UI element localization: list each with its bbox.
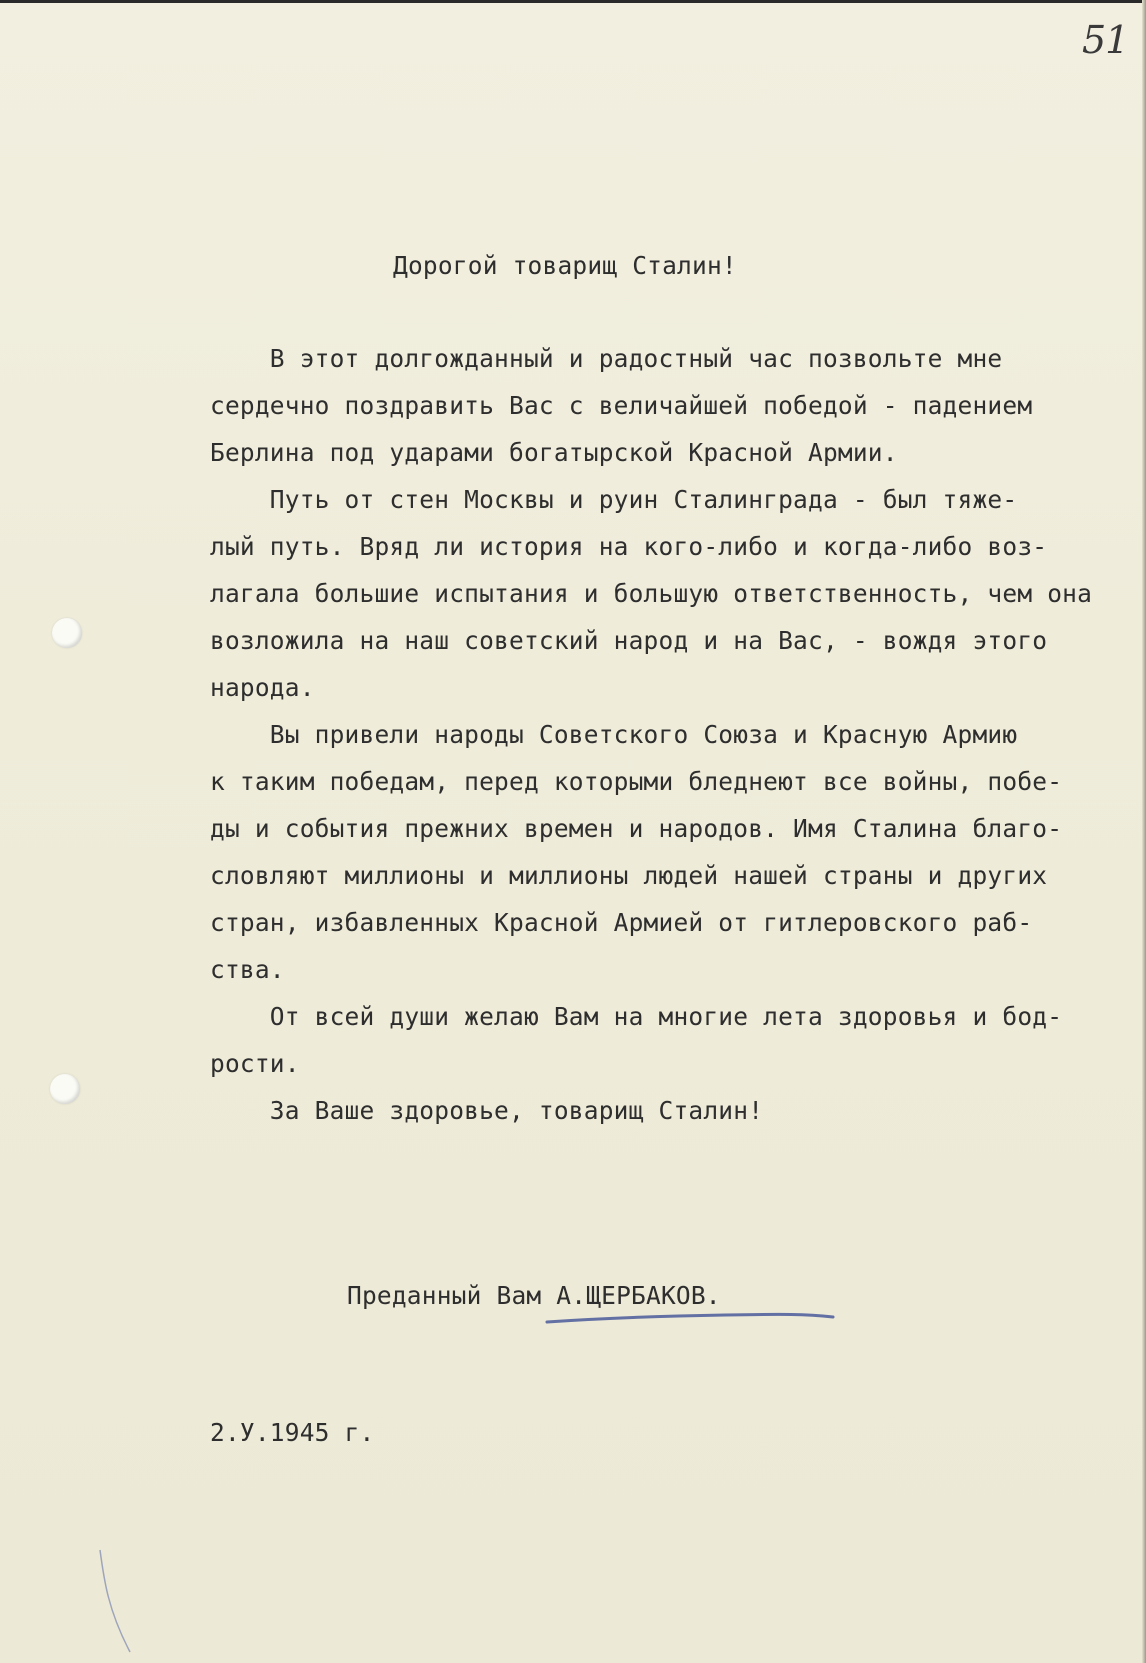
body-line: народа. [210, 673, 315, 702]
body-line: словляют миллионы и миллионы людей нашей страны и других [210, 861, 1048, 890]
body-line: Путь от стен Москвы и руин Сталинграда - был тяже- [210, 485, 1018, 514]
margin-pen-mark [90, 1540, 150, 1660]
body-line: лагала большие испытания и большую ответственность, чем она [210, 579, 1093, 608]
body-line: рости. [210, 1049, 300, 1078]
body-line: От всей души желаю Вам на многие лета здоровья и бод- [210, 1002, 1063, 1031]
body-line: Вы привели народы Советского Союза и Красную Армию [210, 720, 1018, 749]
body-line: возложила на наш советский народ и на Вас, - вождя этого [210, 626, 1048, 655]
signature-pen-stroke [545, 1308, 835, 1328]
body-line: сердечно поздравить Вас с величайшей победой - падением [210, 391, 1033, 420]
body-line: ства. [210, 955, 285, 984]
salutation: Дорогой товарищ Сталин! [393, 251, 737, 280]
body-line: В этот долгожданный и радостный час позвольте мне [210, 344, 1003, 373]
body-line: лый путь. Вряд ли история на кого-либо и когда-либо воз- [210, 532, 1048, 561]
page-top-edge [0, 0, 1146, 3]
body-line: ды и события прежних времен и народов. Имя Сталина благо- [210, 814, 1063, 843]
body-line: к таким победам, перед которыми бледнеют все войны, побе- [210, 767, 1063, 796]
signature-line: Преданный Вам А.ЩЕРБАКОВ. [347, 1281, 721, 1310]
body-line: Берлина под ударами богатырской Красной Армии. [210, 438, 898, 467]
document-date: 2.У.1945 г. [210, 1418, 375, 1447]
page-right-edge [1142, 0, 1146, 1663]
body-line: стран, избавленных Красной Армией от гитлеровского раб- [210, 908, 1033, 937]
punch-hole-icon [52, 618, 82, 648]
punch-hole-icon [50, 1074, 80, 1104]
body-line: За Ваше здоровье, товарищ Сталин! [210, 1096, 764, 1125]
folio-number: 51 [1082, 18, 1129, 62]
